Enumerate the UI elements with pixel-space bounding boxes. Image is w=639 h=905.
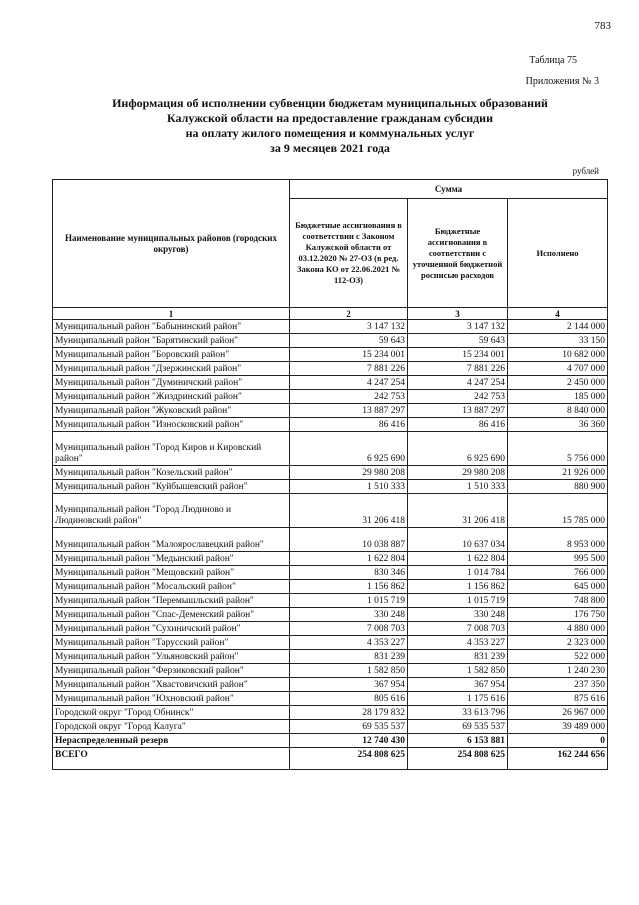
table-row	[53, 566, 608, 580]
row-name: Муниципальный район "Износковский район"	[53, 418, 290, 432]
row-name: Городской округ "Город Калуга"	[53, 720, 290, 734]
budget-allocation-value: 31 206 418	[408, 494, 508, 528]
executed-value: 26 967 000	[508, 706, 608, 720]
table-row	[53, 390, 608, 404]
executed-value: 185 000	[508, 390, 608, 404]
law-allocation-value: 242 753	[290, 390, 408, 404]
law-allocation-value: 12 740 430	[290, 734, 408, 748]
executed-value: 2 323 000	[508, 636, 608, 650]
header-law-allocations: Бюджетные ассигнования в соответствии с Законом Калужской области от 03.12.2020 № 27-ОЗ (в ред. Закона КО от 22.06.2021 № 112-ОЗ)	[290, 199, 408, 308]
law-allocation-value: 254 808 625	[290, 748, 408, 770]
executed-value: 33 150	[508, 334, 608, 348]
title-line: Информация об исполнении субвенции бюджетам муниципальных образований	[112, 96, 548, 110]
executed-value: 0	[508, 734, 608, 748]
row-name: Муниципальный район "Спас-Деменский район"	[53, 608, 290, 622]
budget-allocation-value: 254 808 625	[408, 748, 508, 770]
law-allocation-value: 4 247 254	[290, 376, 408, 390]
executed-value: 4 880 000	[508, 622, 608, 636]
table-row	[53, 650, 608, 664]
row-name: Муниципальный район "Ульяновский район"	[53, 650, 290, 664]
subvention-table	[52, 179, 608, 770]
budget-allocation-value: 1 582 850	[408, 664, 508, 678]
budget-allocation-value: 1 510 333	[408, 480, 508, 494]
table-row	[53, 320, 608, 334]
table-row	[53, 706, 608, 720]
row-name: Муниципальный район "Боровский район"	[53, 348, 290, 362]
law-allocation-value: 28 179 832	[290, 706, 408, 720]
row-name: Муниципальный район "Жиздринский район"	[53, 390, 290, 404]
table-row	[53, 494, 608, 528]
budget-allocation-value: 4 247 254	[408, 376, 508, 390]
executed-value: 645 000	[508, 580, 608, 594]
law-allocation-value: 831 239	[290, 650, 408, 664]
law-allocation-value: 15 234 001	[290, 348, 408, 362]
table-row	[53, 678, 608, 692]
executed-value: 748 800	[508, 594, 608, 608]
executed-value: 36 360	[508, 418, 608, 432]
executed-value: 875 616	[508, 692, 608, 706]
row-name: Муниципальный район "Перемышльский район"	[53, 594, 290, 608]
table-row	[53, 348, 608, 362]
executed-value: 21 926 000	[508, 466, 608, 480]
row-name: Муниципальный район "Жуковский район"	[53, 404, 290, 418]
table-row	[53, 580, 608, 594]
law-allocation-value: 805 616	[290, 692, 408, 706]
executed-value: 522 000	[508, 650, 608, 664]
table-row	[53, 622, 608, 636]
budget-allocation-value: 1 622 804	[408, 552, 508, 566]
appendix-label: Приложения № 3	[525, 76, 599, 87]
law-allocation-value: 830 346	[290, 566, 408, 580]
table-row	[53, 418, 608, 432]
budget-allocation-value: 367 954	[408, 678, 508, 692]
law-allocation-value: 367 954	[290, 678, 408, 692]
budget-allocation-value: 86 416	[408, 418, 508, 432]
budget-allocation-value: 831 239	[408, 650, 508, 664]
law-allocation-value: 10 038 887	[290, 528, 408, 552]
table-row	[53, 734, 608, 748]
executed-value: 39 489 000	[508, 720, 608, 734]
executed-value: 10 682 000	[508, 348, 608, 362]
row-name: Муниципальный район "Хвастовичский район"	[53, 678, 290, 692]
law-allocation-value: 1 015 719	[290, 594, 408, 608]
budget-allocation-value: 1 175 616	[408, 692, 508, 706]
table-row	[53, 480, 608, 494]
budget-allocation-value: 6 153 881	[408, 734, 508, 748]
table-row	[53, 552, 608, 566]
table-row	[53, 362, 608, 376]
table-row	[53, 404, 608, 418]
executed-value: 2 450 000	[508, 376, 608, 390]
row-name: Муниципальный район "Барятинский район"	[53, 334, 290, 348]
table-row	[53, 608, 608, 622]
row-name: ВСЕГО	[53, 748, 290, 770]
row-name: Нераспределенный резерв	[53, 734, 290, 748]
column-numbers-row	[53, 308, 608, 320]
row-name: Муниципальный район "Юхновский район"	[53, 692, 290, 706]
table-row	[53, 594, 608, 608]
header-executed: Исполнено	[508, 199, 608, 308]
column-number: 3	[408, 308, 508, 320]
law-allocation-value: 29 980 208	[290, 466, 408, 480]
budget-allocation-value: 4 353 227	[408, 636, 508, 650]
executed-value: 766 000	[508, 566, 608, 580]
law-allocation-value: 3 147 132	[290, 320, 408, 334]
row-name: Муниципальный район "Мещовский район"	[53, 566, 290, 580]
row-name: Городской округ "Город Обнинск"	[53, 706, 290, 720]
budget-allocation-value: 29 980 208	[408, 466, 508, 480]
budget-allocation-value: 1 015 719	[408, 594, 508, 608]
header-budget-allocations: Бюджетные ассигнования в соответствии с уточненной бюджетной росписью расходов	[408, 199, 508, 308]
executed-value: 880 900	[508, 480, 608, 494]
executed-value: 237 350	[508, 678, 608, 692]
law-allocation-value: 330 248	[290, 608, 408, 622]
row-name: Муниципальный район "Сухиничский район"	[53, 622, 290, 636]
table-row	[53, 432, 608, 466]
document-title	[40, 96, 620, 156]
law-allocation-value: 59 643	[290, 334, 408, 348]
table-row	[53, 720, 608, 734]
row-name: Муниципальный район "Тарусский район"	[53, 636, 290, 650]
budget-allocation-value: 15 234 001	[408, 348, 508, 362]
budget-allocation-value: 69 535 537	[408, 720, 508, 734]
table-row	[53, 376, 608, 390]
header-name: Наименование муниципальных районов (городских округов)	[53, 180, 290, 308]
row-name: Муниципальный район "Козельский район"	[53, 466, 290, 480]
row-name: Муниципальный район "Город Киров и Кировский район"	[53, 432, 290, 466]
law-allocation-value: 1 510 333	[290, 480, 408, 494]
budget-allocation-value: 7 008 703	[408, 622, 508, 636]
law-allocation-value: 6 925 690	[290, 432, 408, 466]
column-number: 1	[53, 308, 290, 320]
executed-value: 8 840 000	[508, 404, 608, 418]
law-allocation-value: 7 881 226	[290, 362, 408, 376]
title-line: за 9 месяцев 2021 года	[270, 141, 390, 155]
row-name: Муниципальный район "Ферзиковский район"	[53, 664, 290, 678]
budget-allocation-value: 13 887 297	[408, 404, 508, 418]
budget-allocation-value: 330 248	[408, 608, 508, 622]
executed-value: 162 244 656	[508, 748, 608, 770]
row-name: Муниципальный район "Мосальский район"	[53, 580, 290, 594]
row-name: Муниципальный район "Город Людиново и Людиновский район"	[53, 494, 290, 528]
budget-allocation-value: 242 753	[408, 390, 508, 404]
table-label: Таблица 75	[529, 55, 577, 66]
table-row	[53, 636, 608, 650]
executed-value: 995 500	[508, 552, 608, 566]
budget-allocation-value: 3 147 132	[408, 320, 508, 334]
row-name: Муниципальный район "Медынский район"	[53, 552, 290, 566]
budget-allocation-value: 10 637 034	[408, 528, 508, 552]
total-row	[53, 748, 608, 770]
header-sum: Сумма	[290, 180, 608, 199]
law-allocation-value: 13 887 297	[290, 404, 408, 418]
column-number: 4	[508, 308, 608, 320]
budget-allocation-value: 1 014 784	[408, 566, 508, 580]
units-label: рублей	[572, 166, 599, 176]
law-allocation-value: 1 622 804	[290, 552, 408, 566]
table-row	[53, 528, 608, 552]
law-allocation-value: 86 416	[290, 418, 408, 432]
executed-value: 176 750	[508, 608, 608, 622]
budget-allocation-value: 7 881 226	[408, 362, 508, 376]
budget-allocation-value: 33 613 796	[408, 706, 508, 720]
law-allocation-value: 4 353 227	[290, 636, 408, 650]
row-name: Муниципальный район "Бабынинский район"	[53, 320, 290, 334]
table-row	[53, 466, 608, 480]
row-name: Муниципальный район "Малоярославецкий район"	[53, 528, 290, 552]
title-line: на оплату жилого помещения и коммунальных услуг	[185, 126, 475, 140]
table-row	[53, 664, 608, 678]
budget-allocation-value: 1 156 862	[408, 580, 508, 594]
row-name: Муниципальный район "Куйбышевский район"	[53, 480, 290, 494]
law-allocation-value: 1 156 862	[290, 580, 408, 594]
executed-value: 4 707 000	[508, 362, 608, 376]
column-number: 2	[290, 308, 408, 320]
law-allocation-value: 31 206 418	[290, 494, 408, 528]
row-name: Муниципальный район "Дзержинский район"	[53, 362, 290, 376]
page-number: 783	[594, 20, 611, 32]
executed-value: 1 240 230	[508, 664, 608, 678]
executed-value: 8 953 000	[508, 528, 608, 552]
table-row	[53, 334, 608, 348]
table-row	[53, 692, 608, 706]
budget-allocation-value: 59 643	[408, 334, 508, 348]
title-line: Калужской области на предоставление гражданам субсидии	[166, 111, 494, 125]
executed-value: 5 756 000	[508, 432, 608, 466]
executed-value: 15 785 000	[508, 494, 608, 528]
row-name: Муниципальный район "Думиничский район"	[53, 376, 290, 390]
law-allocation-value: 69 535 537	[290, 720, 408, 734]
executed-value: 2 144 000	[508, 320, 608, 334]
law-allocation-value: 7 008 703	[290, 622, 408, 636]
budget-allocation-value: 6 925 690	[408, 432, 508, 466]
law-allocation-value: 1 582 850	[290, 664, 408, 678]
